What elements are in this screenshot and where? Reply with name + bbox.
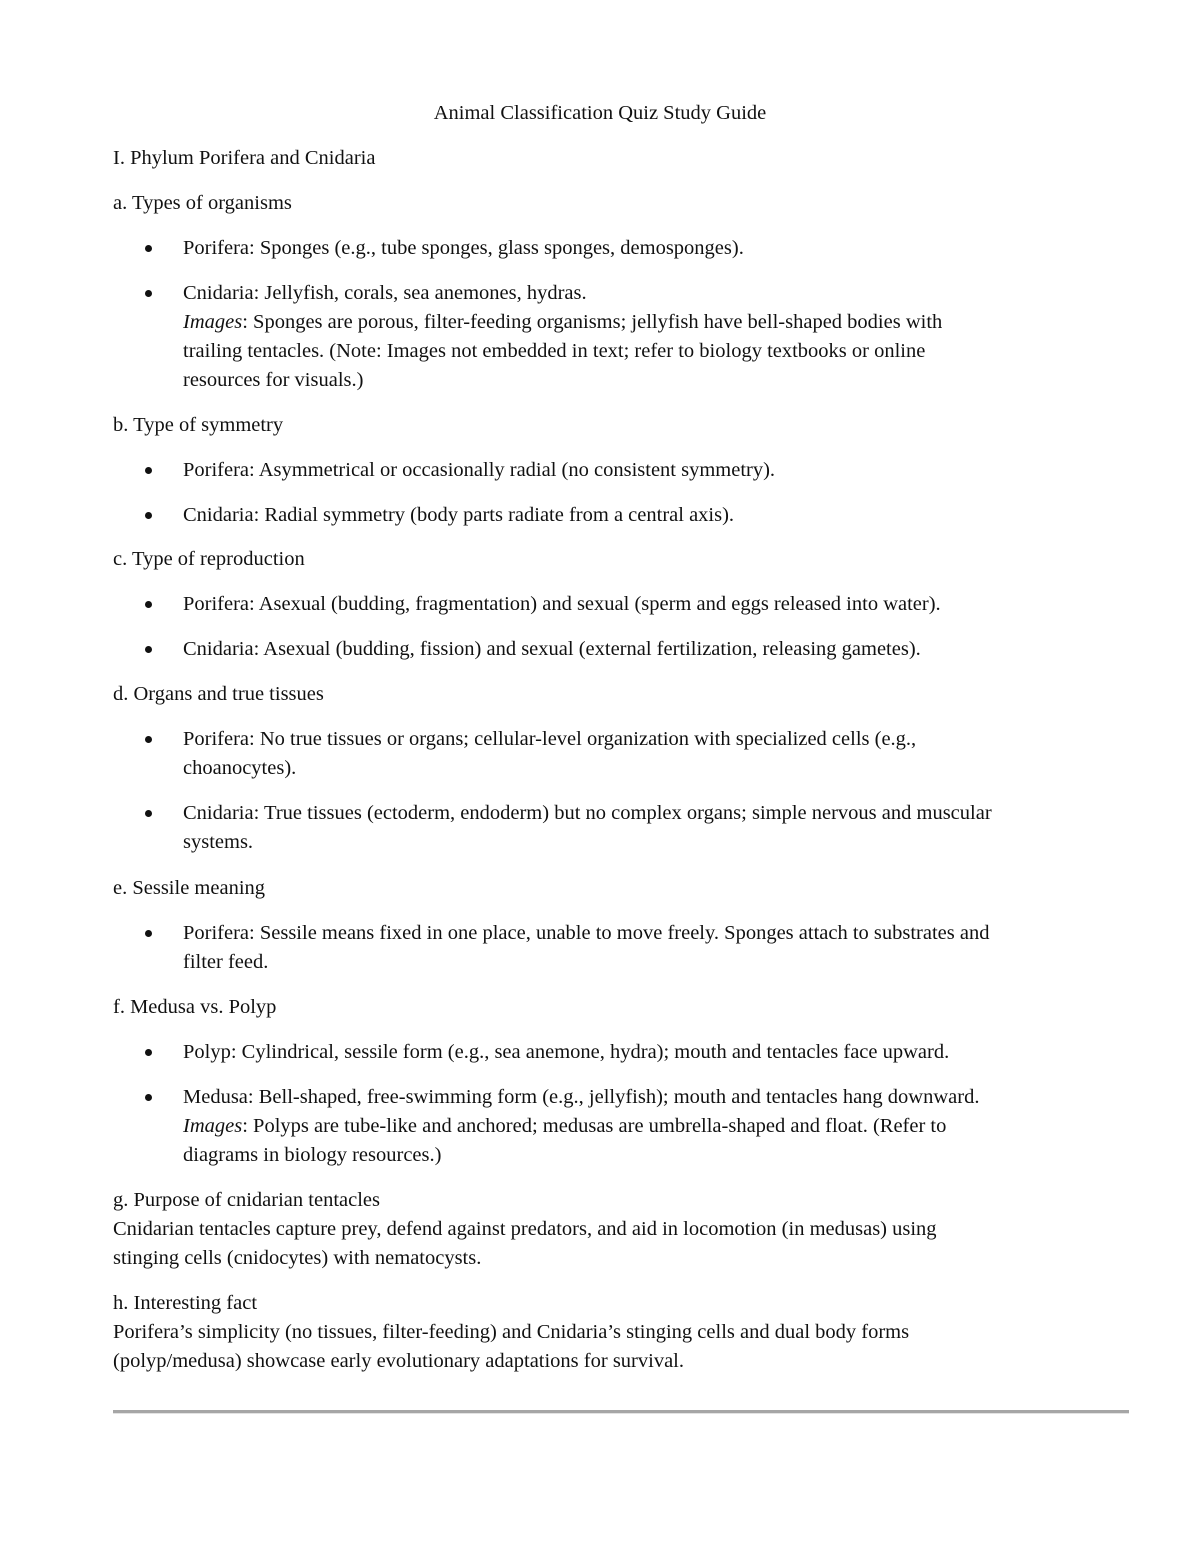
fact-paragraph-line: Porifera’s simplicity (no tissues, filter-feeding) and Cnidaria’s stinging cells and dual body forms	[113, 1321, 910, 1343]
subsection-a-label: a. Types of organisms	[113, 192, 292, 214]
images-note-text: : Polyps are tube-like and anchored; medusas are umbrella-shaped and float. (Refer to	[242, 1115, 947, 1137]
bullet-text: choanocytes).	[183, 757, 297, 779]
horizontal-rule	[113, 1410, 1129, 1414]
fact-paragraph-line: (polyp/medusa) showcase early evolutionary adaptations for survival.	[113, 1350, 684, 1372]
bullet-text: Cnidaria: True tissues (ectoderm, endoderm) but no complex organs; simple nervous and muscular	[183, 802, 992, 824]
bullet-porifera-tissues	[183, 725, 916, 783]
bullet-text: Polyp: Cylindrical, sessile form (e.g., sea anemone, hydra); mouth and tentacles face upward.	[183, 1041, 950, 1063]
bullet-text: systems.	[183, 831, 254, 853]
bullet-text: Porifera: Sessile means fixed in one place, unable to move freely. Sponges attach to substrates and	[183, 922, 990, 944]
bullet-cnidaria-reproduction	[183, 635, 921, 664]
subsection-c-label: c. Type of reproduction	[113, 548, 305, 570]
images-note-line	[183, 308, 942, 337]
images-note-line: diagrams in biology resources.)	[183, 1144, 442, 1166]
bullet-cnidaria-tissues	[183, 799, 992, 857]
tentacles-paragraph-line: Cnidarian tentacles capture prey, defend against predators, and aid in locomotion (in medusas) using	[113, 1218, 937, 1240]
subsection-d-label: d. Organs and true tissues	[113, 683, 324, 705]
bullet-dot	[145, 736, 152, 743]
bullet-text: Cnidaria: Jellyfish, corals, sea anemones, hydras.	[183, 282, 587, 304]
bullet-cnidaria-symmetry	[183, 501, 734, 530]
images-label: Images	[183, 311, 243, 333]
bullet-text: Porifera: No true tissues or organs; cellular-level organization with specialized cells (e.g.,	[183, 728, 917, 750]
bullet-text: Porifera: Asymmetrical or occasionally radial (no consistent symmetry).	[183, 459, 776, 481]
subsection-h-label: h. Interesting fact	[113, 1292, 258, 1314]
subsection-g-label: g. Purpose of cnidarian tentacles	[113, 1189, 380, 1211]
images-note-text: : Sponges are porous, filter-feeding organisms; jellyfish have bell-shaped bodies with	[242, 311, 943, 333]
bullet-porifera-symmetry	[183, 456, 775, 485]
bullet-dot	[145, 245, 152, 252]
bullet-dot	[145, 930, 152, 937]
bullet-text: filter feed.	[183, 951, 269, 973]
bullet-dot	[145, 601, 152, 608]
bullet-dot	[145, 646, 152, 653]
bullet-polyp	[183, 1038, 949, 1067]
bullet-cnidaria-types	[183, 279, 942, 395]
subsection-e-label: e. Sessile meaning	[113, 877, 266, 899]
bullet-dot	[145, 290, 152, 297]
images-note-line	[183, 1112, 979, 1141]
bullet-text: Porifera: Asexual (budding, fragmentation) and sexual (sperm and eggs released into water).	[183, 593, 941, 615]
bullet-dot	[145, 1094, 152, 1101]
bullet-medusa	[183, 1083, 979, 1170]
subsection-f-label: f. Medusa vs. Polyp	[113, 996, 277, 1018]
section-heading: I. Phylum Porifera and Cnidaria	[113, 147, 376, 169]
images-note-line: resources for visuals.)	[183, 369, 364, 391]
bullet-text: Cnidaria: Asexual (budding, fission) and sexual (external fertilization, releasing gametes).	[183, 638, 921, 660]
tentacles-paragraph-line: stinging cells (cnidocytes) with nematocysts.	[113, 1247, 482, 1269]
bullet-dot	[145, 467, 152, 474]
images-label: Images	[183, 1115, 243, 1137]
bullet-text: Cnidaria: Radial symmetry (body parts radiate from a central axis).	[183, 504, 735, 526]
bullet-dot	[145, 512, 152, 519]
document-title: Animal Classification Quiz Study Guide	[433, 102, 767, 124]
bullet-sessile-meaning	[183, 919, 989, 977]
bullet-text: Porifera: Sponges (e.g., tube sponges, glass sponges, demosponges).	[183, 237, 744, 259]
subsection-b-label: b. Type of symmetry	[113, 414, 284, 436]
bullet-porifera-reproduction	[183, 590, 941, 619]
images-note-line: trailing tentacles. (Note: Images not embedded in text; refer to biology textbooks or online	[183, 340, 926, 362]
bullet-dot	[145, 810, 152, 817]
bullet-dot	[145, 1049, 152, 1056]
bullet-text: Medusa: Bell-shaped, free-swimming form (e.g., jellyfish); mouth and tentacles hang downward.	[183, 1086, 980, 1108]
bullet-porifera-types	[183, 234, 744, 263]
